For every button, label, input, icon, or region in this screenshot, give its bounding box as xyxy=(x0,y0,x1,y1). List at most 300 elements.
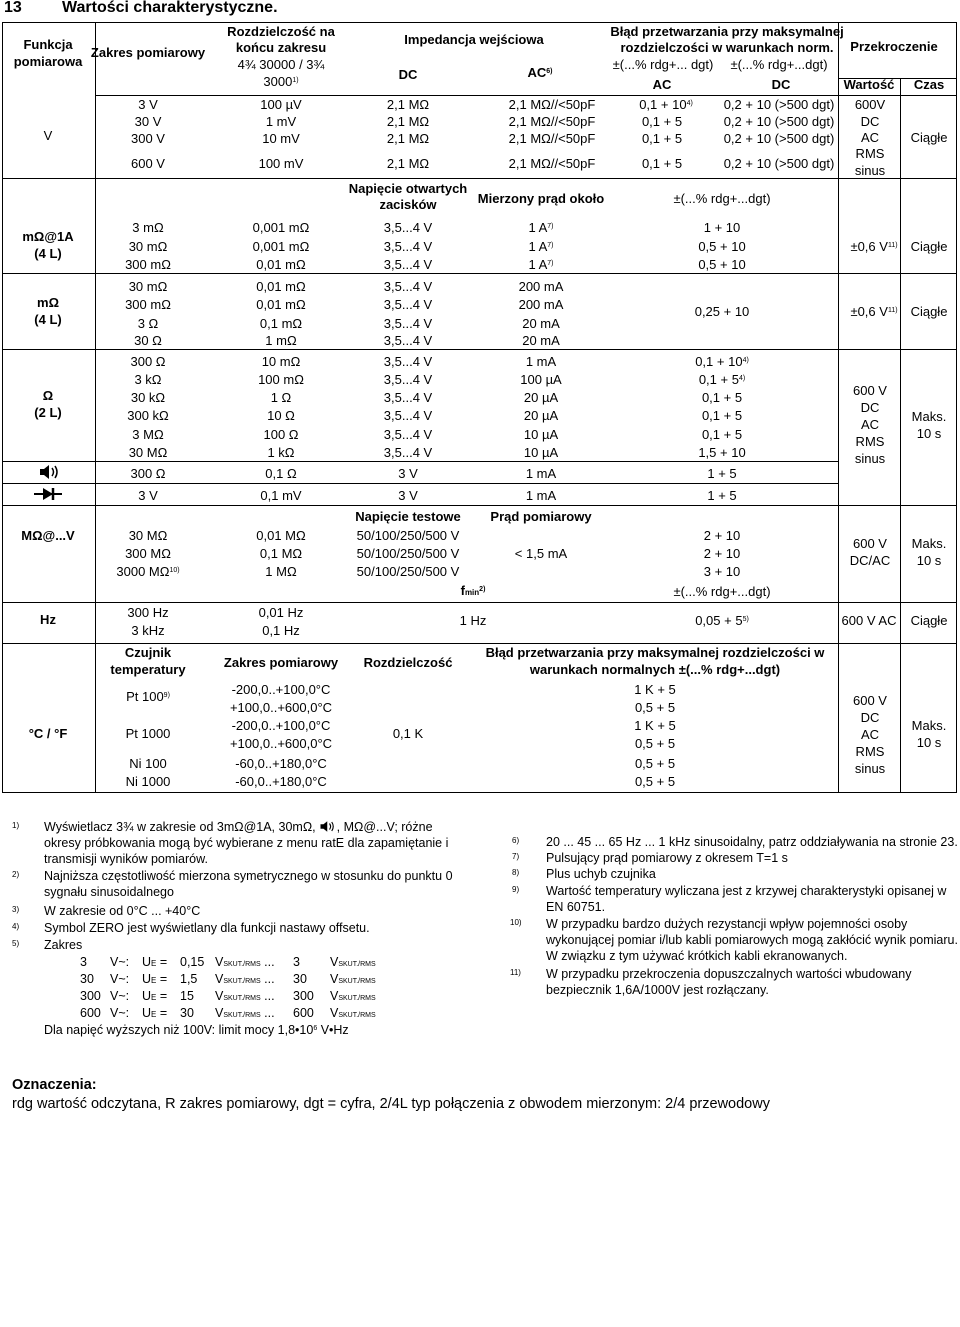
row-line xyxy=(2,483,838,484)
ohm-err-3: 0,1 + 5 xyxy=(701,390,743,405)
ohm-res-1: 10 mΩ xyxy=(261,354,301,369)
func-v: V xyxy=(43,128,53,143)
temp-err-3: 1 K + 5 xyxy=(634,718,676,733)
ins-res-3: 1 MΩ xyxy=(265,564,297,579)
fn4-text: Symbol ZERO jest wyświetlany dla funkcji nastawy offsetu. xyxy=(44,921,370,935)
header-overload: Przekroczenie xyxy=(850,39,938,54)
legend xyxy=(12,1076,770,1114)
header-ac-sup: 6) xyxy=(546,68,553,75)
fn10-line2: wykonującej pomiar i/lub kabli pomiarowych mogą zakłócić wynik pomiaru. xyxy=(546,933,958,947)
mohm-res-1: 0,01 mΩ xyxy=(256,279,306,294)
v-res-3: 10 mV xyxy=(262,131,300,146)
mohm1a-volt-1: 3,5...4 V xyxy=(383,220,433,235)
mohm1a-range-2: 30 mΩ xyxy=(128,239,168,254)
hz-header-error: ±(...% rdg+...dgt) xyxy=(673,584,771,599)
row-line xyxy=(2,602,956,603)
fn2-number: 2) xyxy=(12,870,20,879)
zakres-vs-2 xyxy=(215,972,275,990)
temp-err-4: 0,5 + 5 xyxy=(634,736,676,751)
temp-range-2: +100,0..+600,0°C xyxy=(229,700,333,715)
zakres-sk: SKUT./RMS xyxy=(223,961,261,968)
buzzer-icon xyxy=(38,464,62,480)
zakres-sk: SKUT./RMS xyxy=(338,995,376,1002)
temp-err-5: 0,5 + 5 xyxy=(634,756,676,771)
v-dc-1: 2,1 MΩ xyxy=(386,97,430,112)
row-line xyxy=(2,505,956,506)
zakres-eq: = xyxy=(159,1006,168,1020)
temp-range-6: -60,0..+180,0°C xyxy=(235,774,327,789)
mohm1a-cur-2-text: 1 A xyxy=(528,239,548,254)
ohm-err-4: 0,1 + 5 xyxy=(701,408,743,423)
ohm-res-5: 100 Ω xyxy=(263,427,299,442)
zakres-eq: = xyxy=(159,972,168,986)
mohm1a-volt-2: 3,5...4 V xyxy=(383,239,433,254)
mohm1a-overload-text: ±0,6 V xyxy=(850,239,888,254)
hz-res-2: 0,1 Hz xyxy=(262,623,300,638)
ohm-res-3: 1 Ω xyxy=(270,390,292,405)
zakres-vs-4 xyxy=(215,1006,275,1024)
zakres-vs2-2 xyxy=(330,972,376,990)
ohm-err-1 xyxy=(695,355,749,368)
ins-range-3 xyxy=(116,565,179,578)
fn6-number: 6) xyxy=(512,836,520,845)
temp-header-error-2: warunkach normalnych ±(...% rdg+...dgt) xyxy=(529,662,781,677)
hz-err-text: 0,05 + 5 xyxy=(695,613,743,628)
header-dc: DC xyxy=(398,67,418,82)
fn7-number: 7) xyxy=(512,852,520,861)
ohm-range-2: 3 kΩ xyxy=(134,372,162,387)
mohm1a-overload xyxy=(850,240,897,253)
zakres-dots: ... xyxy=(264,1006,275,1020)
temp-range-4: +100,0..+600,0°C xyxy=(229,736,333,751)
v-range-2: 30 V xyxy=(134,114,162,129)
v-edc-2: 0,2 + 10 (>500 dgt) xyxy=(723,114,835,129)
buzzer-volt: 3 V xyxy=(398,466,418,481)
fn2-line2: sygnału sinusoidalnego xyxy=(44,885,174,899)
zakres-sk: SKUT./RMS xyxy=(338,978,376,985)
fn5-text: Zakres xyxy=(44,938,83,952)
ins-volt-1: 50/100/250/500 V xyxy=(356,528,460,543)
ins-range-1: 30 MΩ xyxy=(128,528,168,543)
zakres-vs: V xyxy=(215,972,224,986)
ohm-cur-4: 20 µA xyxy=(523,408,559,423)
mohm1a-overload-sup: 11) xyxy=(887,242,898,249)
legend-text: rdg wartość odczytana, R zakres pomiarowy, dgt = cyfra, 2/4L typ połączenia z obwodem mierzonym: 2/4 przewodowy xyxy=(12,1096,770,1112)
ins-overload-2: DC/AC xyxy=(849,553,891,568)
fn5-number: 5) xyxy=(12,939,20,948)
zakres-max-2: 30 xyxy=(293,972,307,986)
ohm-overload-5: sinus xyxy=(854,451,886,466)
mohm-cur-4: 20 mA xyxy=(522,333,560,348)
v-ac-3: 2,1 MΩ//<50pF xyxy=(508,131,596,146)
res-header-volt-1: Napięcie otwartych xyxy=(348,181,468,196)
v-range-4: 600 V xyxy=(131,156,165,171)
ins-range-3-sup: 10) xyxy=(169,567,180,574)
func-insulation: MΩ@...V xyxy=(21,528,75,543)
func-ohm-1: Ω xyxy=(42,388,54,403)
v-res-1: 100 µV xyxy=(260,97,302,112)
header-time: Czas xyxy=(913,77,945,92)
zakres-dots: ... xyxy=(264,972,275,986)
temp-overload-2: DC xyxy=(860,710,880,725)
mohm1a-err-2: 0,5 + 10 xyxy=(698,239,746,254)
temp-range-1: -200,0..+100,0°C xyxy=(231,682,331,697)
ohm-overload-4: RMS xyxy=(855,434,885,449)
ins-time-1: Maks. xyxy=(911,536,947,551)
ins-volt-2: 50/100/250/500 V xyxy=(356,546,460,561)
zakres-eq: = xyxy=(159,989,168,1003)
ohm-err-1-text: 0,1 + 10 xyxy=(695,354,743,369)
zakres-ue-2 xyxy=(142,972,167,989)
temp-header-range: Zakres pomiarowy xyxy=(223,655,339,670)
header-impedance: Impedancja wejściowa xyxy=(404,32,544,47)
ins-err-2: 2 + 10 xyxy=(703,546,741,561)
ohm-volt-2: 3,5...4 V xyxy=(383,372,433,387)
zakres-r-3: 300 xyxy=(80,989,101,1003)
fn2-line1: Najniższa częstotliwość mierzona symetrycznego w stosunku do punktu 0 xyxy=(44,869,453,883)
v-edc-3: 0,2 + 10 (>500 dgt) xyxy=(723,131,835,146)
mohm1a-cur-3-sup: 7) xyxy=(547,260,554,267)
buzzer-icon xyxy=(319,820,337,833)
zakres-val-1: 0,15 xyxy=(180,955,205,969)
mohm-err: 0,25 + 10 xyxy=(694,304,750,319)
zakres-e: E xyxy=(151,1010,157,1019)
ohm-volt-6: 3,5...4 V xyxy=(383,445,433,460)
mohm-range-1: 30 mΩ xyxy=(128,279,168,294)
temp-overload-3: AC xyxy=(860,727,880,742)
ohm-volt-1: 3,5...4 V xyxy=(383,354,433,369)
ohm-range-1: 300 Ω xyxy=(130,354,166,369)
mohm1a-cur-2-sup: 7) xyxy=(547,242,554,249)
hz-range-2: 3 kHz xyxy=(131,623,165,638)
temp-header-sensor-1: Czujnik xyxy=(124,645,172,660)
ohm-res-6: 1 kΩ xyxy=(267,445,295,460)
hz-err xyxy=(695,614,749,627)
ins-overload-1: 600 V xyxy=(853,536,887,551)
mohm-volt-3: 3,5...4 V xyxy=(383,316,433,331)
zakres-ue-3 xyxy=(142,989,167,1006)
v-eac-4: 0,1 + 5 xyxy=(641,156,683,171)
ins-err-3: 3 + 10 xyxy=(703,564,741,579)
fn1-line1b: , MΩ@...V; różne xyxy=(336,820,433,834)
v-eac-1-sup: 4) xyxy=(686,100,693,107)
mohm1a-res-1: 0,001 mΩ xyxy=(252,220,310,235)
temp-ni100: Ni 100 xyxy=(129,756,167,771)
temp-res: 0,1 K xyxy=(392,726,424,741)
fn1-line1a: Wyświetlacz 3¾ w zakresie od 3mΩ@1A, 30mΩ, xyxy=(44,820,316,834)
row-line xyxy=(2,273,956,274)
zakres-v-1: V~: xyxy=(110,955,130,969)
ohm-err-6: 1,5 + 10 xyxy=(698,445,746,460)
mohm-overload-sup: 11) xyxy=(887,307,898,314)
header-function-2: pomiarowa xyxy=(13,54,83,69)
v-ac-4: 2,1 MΩ//<50pF xyxy=(508,156,596,171)
fn3-number: 3) xyxy=(12,905,20,914)
mohm1a-range-3: 300 mΩ xyxy=(125,257,171,272)
ohm-time-1: Maks. xyxy=(911,409,947,424)
header-resolution-sup: 1) xyxy=(292,77,299,84)
fn7-text: Pulsujący prąd pomiarowy z okresem T=1 s xyxy=(546,851,788,865)
fn10-line1: W przypadku bardzo dużych rezystancji wpływ pojemności osoby xyxy=(546,917,908,931)
header-resolution-4-text: 3000 xyxy=(263,74,293,89)
ohm-res-2: 100 mΩ xyxy=(258,372,304,387)
v-overload-3: AC xyxy=(860,130,880,145)
mohm-volt-1: 3,5...4 V xyxy=(383,279,433,294)
header-value: Wartość xyxy=(843,77,895,92)
zakres-vs2-3 xyxy=(330,989,376,1007)
ohm-overload-3: AC xyxy=(860,417,880,432)
fn1-number: 1) xyxy=(12,821,20,830)
mohm-cur-1: 200 mA xyxy=(518,279,564,294)
v-range-1: 3 V xyxy=(138,97,158,112)
zakres-max-3: 300 xyxy=(293,989,314,1003)
fn9-line1: Wartość temperatury wyliczana jest z krzywej charakterystyki opisanej w xyxy=(546,884,947,898)
ins-res-2: 0,1 MΩ xyxy=(259,546,303,561)
col-line xyxy=(900,78,901,792)
hz-range-1: 300 Hz xyxy=(127,605,169,620)
temp-pt100 xyxy=(126,690,170,703)
temp-overload-5: sinus xyxy=(854,761,886,776)
section-number: 13 xyxy=(4,0,22,16)
zakres-v-3: V~: xyxy=(110,989,130,1003)
temp-header-sensor-2: temperatury xyxy=(110,662,186,677)
mohm-volt-2: 3,5...4 V xyxy=(383,297,433,312)
header-resolution-4 xyxy=(263,75,298,88)
temp-overload-4: RMS xyxy=(855,744,885,759)
temp-ni1000: Ni 1000 xyxy=(125,774,171,789)
mohm1a-res-2: 0,001 mΩ xyxy=(252,239,310,254)
mohm1a-res-3: 0,01 mΩ xyxy=(256,257,306,272)
row-line xyxy=(2,349,956,350)
temp-pt100-text: Pt 100 xyxy=(126,689,164,704)
zakres-r-2: 30 xyxy=(80,972,94,986)
fn1-line1 xyxy=(44,820,433,836)
fn1-line3: transmisji wyników pomiarów. xyxy=(44,852,208,866)
header-ac xyxy=(527,66,552,79)
diode-res: 0,1 mV xyxy=(260,488,302,503)
hz-header-fmin xyxy=(461,584,486,597)
zakres-sk: SKUT./RMS xyxy=(223,978,261,985)
row-line xyxy=(95,95,956,96)
v-range-3: 300 V xyxy=(131,131,165,146)
ohm-cur-1: 1 mA xyxy=(525,354,557,369)
ohm-range-5: 3 MΩ xyxy=(132,427,164,442)
fn5-limit-sup: 6 xyxy=(313,1025,318,1032)
v-res-4: 100 mV xyxy=(258,156,304,171)
fn10-number: 10) xyxy=(510,918,522,927)
zakres-u: U xyxy=(142,1006,152,1020)
hz-time: Ciągłe xyxy=(910,613,948,628)
mohm1a-cur-1 xyxy=(528,221,553,234)
mohm1a-cur-1-text: 1 A xyxy=(528,220,548,235)
zakres-vs: V xyxy=(215,1006,224,1020)
ohm-cur-5: 10 µA xyxy=(523,427,559,442)
section-title: Wartości charakterystyczne. xyxy=(62,0,278,16)
func-ohm-2: (2 L) xyxy=(34,405,62,420)
ohm-volt-3: 3,5...4 V xyxy=(383,390,433,405)
temp-header-res: Rozdzielczość xyxy=(363,655,453,670)
mohm1a-cur-2 xyxy=(528,240,553,253)
ohm-cur-3: 20 µA xyxy=(523,390,559,405)
ohm-cur-2: 100 µA xyxy=(520,372,562,387)
zakres-sk: SKUT./RMS xyxy=(338,961,376,968)
mohm1a-cur-3 xyxy=(528,258,553,271)
legend-title: Oznaczenia: xyxy=(12,1077,97,1093)
v-eac-1-text: 0,1 + 10 xyxy=(639,97,687,112)
header-error-1: Błąd przetwarzania przy maksymalnej xyxy=(610,24,844,39)
zakres-ue-4 xyxy=(142,1006,167,1023)
ins-header-volt: Napięcie testowe xyxy=(355,509,461,524)
col-line xyxy=(838,22,839,792)
zakres-vs-3 xyxy=(215,989,275,1007)
mohm-time: Ciągłe xyxy=(910,304,948,319)
fn10-line3: W związku z tym używać krótkich kabli ekranowanych. xyxy=(546,949,848,963)
zakres-dots: ... xyxy=(264,955,275,969)
zakres-sk: SKUT./RMS xyxy=(223,1012,261,1019)
v-dc-2: 2,1 MΩ xyxy=(386,114,430,129)
zakres-vs: V xyxy=(330,1006,339,1020)
row-line xyxy=(2,178,956,179)
ins-time-2: 10 s xyxy=(916,553,942,568)
zakres-v-4: V~: xyxy=(110,1006,130,1020)
mohm1a-cur-1-sup: 7) xyxy=(547,223,554,230)
zakres-max-1: 3 xyxy=(293,955,300,969)
fn9-line2: EN 60751. xyxy=(546,900,606,914)
mohm1a-volt-3: 3,5...4 V xyxy=(383,257,433,272)
temp-range-3: -200,0..+100,0°C xyxy=(231,718,331,733)
ohm-res-4: 10 Ω xyxy=(267,408,295,423)
ohm-err-2-text: 0,1 + 5 xyxy=(698,372,739,387)
ins-err-1: 2 + 10 xyxy=(703,528,741,543)
v-time: Ciągłe xyxy=(910,130,948,145)
header-resolution-1: Rozdzielczość na xyxy=(227,24,335,39)
v-overload-4: RMS xyxy=(855,146,885,161)
mohm-range-3: 3 Ω xyxy=(137,316,159,331)
zakres-vs2-1 xyxy=(330,955,376,973)
zakres-dots: ... xyxy=(264,989,275,1003)
func-mohm1a-1: mΩ@1A xyxy=(22,229,74,244)
temp-time-1: Maks. xyxy=(911,718,947,733)
v-edc-4: 0,2 + 10 (>500 dgt) xyxy=(723,156,835,171)
zakres-max-4: 600 xyxy=(293,1006,314,1020)
res-header-volt-2: zacisków xyxy=(379,197,437,212)
zakres-vs: V xyxy=(330,972,339,986)
ohm-err-5: 0,1 + 5 xyxy=(701,427,743,442)
mohm1a-cur-3-text: 1 A xyxy=(528,257,548,272)
header-error-2: rozdzielczości w warunkach norm. xyxy=(620,40,834,55)
v-edc-1: 0,2 + 10 (>500 dgt) xyxy=(723,97,835,112)
ohm-err-1-sup: 4) xyxy=(742,357,749,364)
diode-volt: 3 V xyxy=(398,488,418,503)
hz-err-sup: 5) xyxy=(742,616,749,623)
fn11-line2: bezpiecznik 1,6A/1000V jest rozłączany. xyxy=(546,983,769,997)
zakres-val-3: 15 xyxy=(180,989,194,1003)
res-header-current: Mierzony prąd około xyxy=(477,191,605,206)
v-overload-5: sinus xyxy=(854,163,886,178)
buzzer-res: 0,1 Ω xyxy=(265,466,297,481)
zakres-e: E xyxy=(151,976,157,985)
zakres-val-2: 1,5 xyxy=(180,972,198,986)
hz-header-fmin-sup: 2) xyxy=(479,586,486,593)
fn5-limit xyxy=(44,1023,349,1041)
ohm-cur-6: 10 µA xyxy=(523,445,559,460)
ohm-overload-2: DC xyxy=(860,400,880,415)
func-hz: Hz xyxy=(40,612,56,627)
ohm-err-2-sup: 4) xyxy=(738,375,746,382)
temp-err-6: 0,5 + 5 xyxy=(634,774,676,789)
temp-range-5: -60,0..+180,0°C xyxy=(235,756,327,771)
col-line xyxy=(95,22,96,792)
hz-header-fmin-text: f xyxy=(460,583,465,598)
fn8-text: Plus uchyb czujnika xyxy=(546,867,656,881)
ins-volt-3: 50/100/250/500 V xyxy=(356,564,460,579)
zakres-v-2: V~: xyxy=(110,972,130,986)
ohm-range-4: 300 kΩ xyxy=(127,408,169,423)
temp-err-1: 1 K + 5 xyxy=(634,682,676,697)
zakres-vs2-4 xyxy=(330,1006,376,1024)
buzzer-cur: 1 mA xyxy=(525,466,557,481)
hz-header-fmin-sub: min xyxy=(464,588,480,597)
temp-pt100-sup: 9) xyxy=(163,692,170,699)
ins-range-3-text: 3000 MΩ xyxy=(116,564,170,579)
ohm-err-2 xyxy=(699,373,745,386)
v-overload-1: 600V xyxy=(854,97,886,112)
ins-res-1: 0,01 MΩ xyxy=(256,528,306,543)
zakres-e: E xyxy=(151,959,157,968)
zakres-vs: V xyxy=(330,989,339,1003)
hz-res-1: 0,01 Hz xyxy=(258,605,304,620)
ohm-range-3: 30 kΩ xyxy=(130,390,166,405)
zakres-sk: SKUT./RMS xyxy=(338,1012,376,1019)
mohm-cur-2: 200 mA xyxy=(518,297,564,312)
header-resolution-2: końcu zakresu xyxy=(235,40,327,55)
temp-header-error-1: Błąd przetwarzania przy maksymalnej rozdzielczości w xyxy=(485,645,825,660)
fn6-text: 20 ... 45 ... 65 Hz ... 1 kHz sinusoidalny, patrz oddziaływania na stronie 23. xyxy=(546,835,958,849)
zakres-u: U xyxy=(142,972,152,986)
mohm-res-2: 0,01 mΩ xyxy=(256,297,306,312)
hz-overload: 600 V AC xyxy=(841,613,897,628)
temp-time-2: 10 s xyxy=(916,735,942,750)
ins-range-2: 300 MΩ xyxy=(125,546,171,561)
ins-header-current: Prąd pomiarowy xyxy=(490,509,592,524)
ins-current: < 1,5 mA xyxy=(514,546,568,561)
mohm-res-4: 1 mΩ xyxy=(265,333,297,348)
zakres-vs: V xyxy=(215,989,224,1003)
mohm-range-4: 30 Ω xyxy=(134,333,162,348)
row-line xyxy=(2,461,838,462)
mohm-overload xyxy=(850,305,897,318)
header-sub-dc: DC xyxy=(771,77,791,92)
zakres-vs: V xyxy=(215,955,224,969)
ohm-volt-4: 3,5...4 V xyxy=(383,408,433,423)
func-mohm-2: (4 L) xyxy=(34,312,62,327)
func-temp: °C / °F xyxy=(28,726,68,741)
header-sub-ac: AC xyxy=(652,77,672,92)
func-mohm1a-2: (4 L) xyxy=(34,246,62,261)
zakres-vs: V xyxy=(330,955,339,969)
header-error-ac: ±(...% rdg+... dgt) xyxy=(612,57,714,72)
v-overload-2: DC xyxy=(860,114,880,129)
mohm-range-2: 300 mΩ xyxy=(125,297,171,312)
zakres-u: U xyxy=(142,989,152,1003)
mohm1a-err-1: 1 + 10 xyxy=(703,220,741,235)
fn5-limit-end: V•Hz xyxy=(317,1023,349,1037)
zakres-e: E xyxy=(151,993,157,1002)
mohm-res-3: 0,1 mΩ xyxy=(259,316,303,331)
v-dc-3: 2,1 MΩ xyxy=(386,131,430,146)
ohm-volt-5: 3,5...4 V xyxy=(383,427,433,442)
header-error-dc: ±(...% rdg+...dgt) xyxy=(730,57,828,72)
